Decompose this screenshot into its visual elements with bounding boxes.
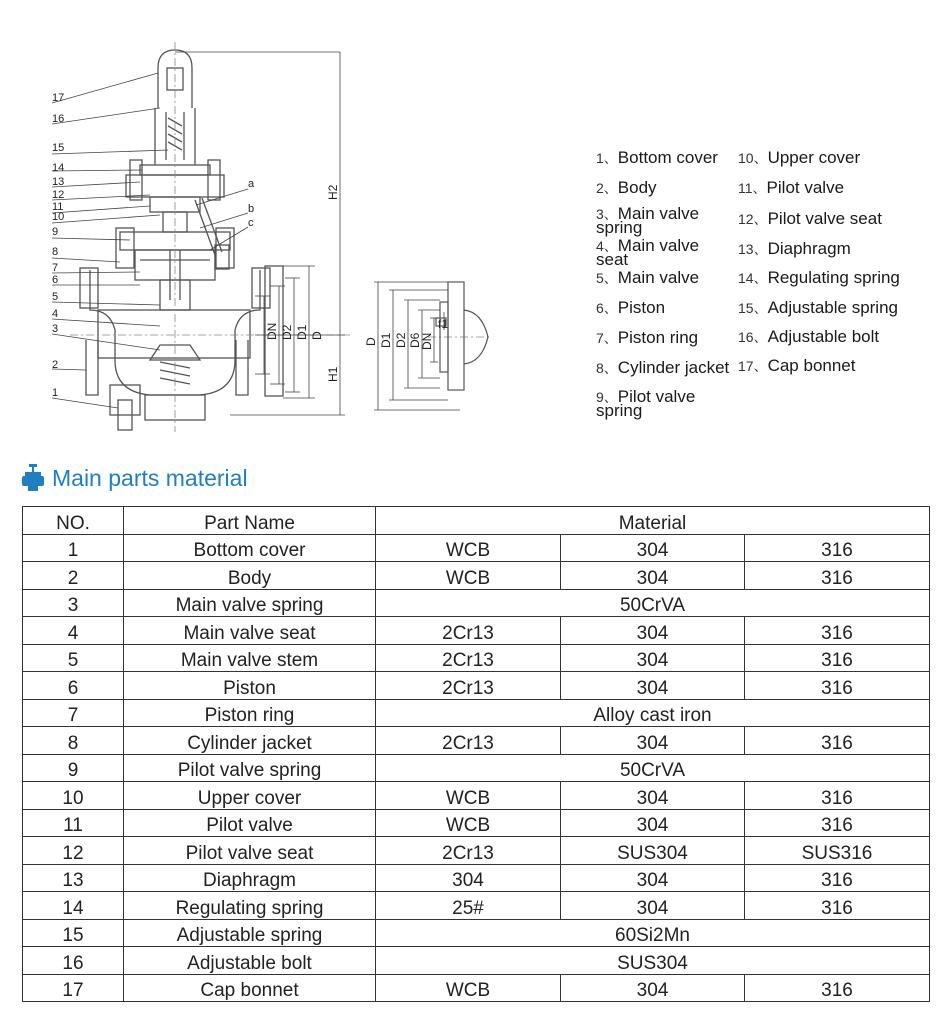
material-cell: 316 — [745, 534, 930, 562]
material-cell: 50CrVA — [376, 754, 930, 782]
leader-label: 2 — [52, 359, 59, 371]
table-header-row — [23, 507, 930, 535]
leader-label: 16 — [52, 113, 65, 125]
part-name-cell: Adjustable bolt — [124, 947, 376, 975]
legend-item-number: 9、 — [596, 389, 618, 405]
legend-item-label: Adjustable bolt — [767, 327, 880, 346]
part-name-cell: Pilot valve — [124, 809, 376, 837]
material-cell: 304 — [561, 672, 745, 700]
row-number-cell: 17 — [23, 974, 124, 1002]
material-cell: SUS304 — [561, 837, 745, 865]
material-cell: 316 — [745, 974, 930, 1002]
legend-item-number: 3、 — [596, 206, 618, 222]
legend-item-label: Diaphragm — [767, 239, 851, 258]
main-dimension-labels — [265, 184, 340, 382]
table-row — [23, 947, 930, 975]
row-number-cell: 9 — [23, 754, 124, 782]
legend-item-number: 11、 — [738, 180, 767, 196]
table-row — [23, 644, 930, 672]
part-name-cell: Cylinder jacket — [124, 727, 376, 755]
part-name-cell: Pilot valve seat — [124, 837, 376, 865]
legend-item — [738, 209, 882, 228]
material-cell: 304 — [561, 562, 745, 590]
row-number-cell: 14 — [23, 892, 124, 920]
table-row — [23, 892, 930, 920]
legend-item-label: Pilot valve seat — [767, 209, 882, 228]
row-number-cell: 11 — [23, 809, 124, 837]
material-cell: 304 — [561, 534, 745, 562]
dimension-label: H2 — [326, 184, 340, 200]
part-name-cell: Piston ring — [124, 699, 376, 727]
legend-item — [738, 239, 851, 258]
table-row — [23, 672, 930, 700]
row-number-cell: 12 — [23, 837, 124, 865]
material-cell: SUS304 — [376, 947, 930, 975]
leader-label: 9 — [52, 226, 59, 238]
material-cell: SUS316 — [745, 837, 930, 865]
row-number-cell: 5 — [23, 644, 124, 672]
legend-item-number: 1、 — [596, 150, 618, 166]
dimension-label: D1 — [295, 324, 309, 340]
material-cell: WCB — [376, 974, 561, 1002]
material-cell: 304 — [561, 617, 745, 645]
leader-label: 7 — [52, 262, 59, 274]
row-number-cell: 15 — [23, 919, 124, 947]
part-name-cell: Adjustable spring — [124, 919, 376, 947]
part-name-cell: Cap bonnet — [124, 974, 376, 1002]
legend-item-label: Upper cover — [767, 148, 861, 167]
legend-item-number: 7、 — [596, 330, 618, 346]
material-cell: 316 — [745, 644, 930, 672]
part-name-cell: Regulating spring — [124, 892, 376, 920]
section-title — [22, 462, 248, 494]
part-name-cell: Main valve seat — [124, 617, 376, 645]
legend-item — [738, 268, 900, 287]
legend-item — [596, 298, 666, 317]
dimension-label: DN — [265, 322, 279, 340]
centerlines — [70, 42, 492, 432]
leader-label: 4 — [52, 308, 59, 320]
material-cell: 316 — [745, 809, 930, 837]
legend-item — [596, 387, 711, 420]
leader-label: 10 — [52, 211, 65, 223]
material-cell: WCB — [376, 782, 561, 810]
legend-item — [738, 178, 845, 197]
material-cell: 304 — [561, 864, 745, 892]
legend-item — [596, 328, 699, 347]
table-row — [23, 809, 930, 837]
flange-dimension-label: D1 — [379, 332, 393, 348]
part-name-cell: Pilot valve spring — [124, 754, 376, 782]
table-row — [23, 534, 930, 562]
material-cell: 304 — [561, 644, 745, 672]
legend-item-label: Main valve spring — [596, 204, 700, 237]
legend-item-label: Piston — [617, 298, 666, 317]
part-name-cell: Diaphragm — [124, 864, 376, 892]
flange-dimension-label: D — [364, 337, 378, 346]
material-cell: 316 — [745, 562, 930, 590]
material-cell: 316 — [745, 617, 930, 645]
leader-label: 6 — [52, 274, 59, 286]
leader-label: 8 — [52, 246, 59, 258]
material-cell: WCB — [376, 562, 561, 590]
leader-label: 5 — [52, 291, 59, 303]
legend-item-number: 14、 — [738, 270, 768, 286]
legend-item — [596, 268, 700, 287]
table-row — [23, 754, 930, 782]
legend-item-number: 17、 — [738, 358, 768, 374]
legend-item-label: Piston ring — [617, 328, 699, 347]
leader-label: 3 — [52, 323, 59, 335]
legend-item-number: 12、 — [738, 211, 768, 227]
dimension-label: D2 — [280, 324, 294, 340]
flange-detail-drawing — [436, 282, 488, 390]
dimension-label: D — [310, 331, 324, 340]
material-cell: 2Cr13 — [376, 644, 561, 672]
table-row — [23, 617, 930, 645]
material-cell: 2Cr13 — [376, 672, 561, 700]
row-number-cell: 16 — [23, 947, 124, 975]
legend-item — [738, 356, 856, 375]
material-cell: 60Si2Mn — [376, 919, 930, 947]
part-name-cell: Piston — [124, 672, 376, 700]
material-cell: 2Cr13 — [376, 837, 561, 865]
leader-label: 13 — [52, 176, 65, 188]
legend-item-number: 13、 — [738, 241, 768, 257]
dimension-label: H1 — [326, 366, 340, 382]
leader-letter-label: c — [248, 217, 254, 229]
legend-item — [596, 178, 657, 197]
row-number-cell: 1 — [23, 534, 124, 562]
row-number-cell: 7 — [23, 699, 124, 727]
legend-item-label: Main valve — [617, 268, 700, 287]
row-number-cell: 6 — [23, 672, 124, 700]
material-cell: 304 — [561, 892, 745, 920]
legend-item-number: 4、 — [596, 238, 618, 254]
legend-item-number: 2、 — [596, 180, 618, 196]
material-cell: 25# — [376, 892, 561, 920]
material-cell: 316 — [745, 864, 930, 892]
legend-item-label: Cap bonnet — [767, 356, 856, 375]
valve-icon — [22, 464, 44, 492]
legend-item-label: Bottom cover — [617, 148, 718, 167]
legend-item — [738, 327, 880, 346]
material-cell: 316 — [745, 782, 930, 810]
legend-item-number: 6、 — [596, 300, 618, 316]
legend-item-number: 8、 — [596, 360, 618, 376]
section-title-text: Main parts material — [52, 464, 248, 491]
material-cell: WCB — [376, 534, 561, 562]
part-name-cell: Main valve stem — [124, 644, 376, 672]
part-name-cell: Body — [124, 562, 376, 590]
legend-item-number: 10、 — [738, 150, 768, 166]
flange-dimension-label: D6 — [408, 332, 422, 348]
row-number-cell: 4 — [23, 617, 124, 645]
material-cell: 316 — [745, 727, 930, 755]
leader-label: 14 — [52, 162, 65, 174]
legend-item-label: Pilot valve spring — [596, 387, 696, 420]
flange-dimension-label: D2 — [394, 332, 408, 348]
legend-item — [738, 298, 898, 317]
legend-item-label: Body — [617, 178, 657, 197]
material-cell: 50CrVA — [376, 589, 930, 617]
material-cell: WCB — [376, 809, 561, 837]
valve-body-drawing — [80, 50, 283, 430]
row-number-cell: 2 — [23, 562, 124, 590]
part-name-cell: Main valve spring — [124, 589, 376, 617]
leader-label: 1 — [52, 387, 59, 399]
legend-item-number: 5、 — [596, 270, 618, 286]
material-cell: 316 — [745, 892, 930, 920]
material-cell: 304 — [561, 974, 745, 1002]
table-row — [23, 589, 930, 617]
legend-item-number: 15、 — [738, 300, 768, 316]
table-row — [23, 782, 930, 810]
leader-letter-label: a — [248, 178, 255, 190]
leader-label: 11 — [52, 201, 64, 213]
leader-label: 15 — [52, 142, 65, 154]
legend-item-label: Regulating spring — [767, 268, 900, 287]
legend-item-label: Pilot valve — [766, 178, 845, 197]
header-no: NO. — [23, 507, 124, 535]
leader-label: 17 — [52, 92, 65, 104]
legend-item — [596, 204, 711, 237]
flange-dimension-label: f1 — [438, 317, 449, 331]
part-name-cell: Bottom cover — [124, 534, 376, 562]
leader-label: 12 — [52, 189, 65, 201]
header-material: Material — [376, 507, 930, 535]
legend-item — [738, 148, 861, 167]
material-cell: 304 — [561, 809, 745, 837]
material-cell: 2Cr13 — [376, 727, 561, 755]
material-cell: Alloy cast iron — [376, 699, 930, 727]
material-cell: 304 — [561, 727, 745, 755]
legend-item-label: Adjustable spring — [767, 298, 898, 317]
table-row — [23, 837, 930, 865]
row-number-cell: 8 — [23, 727, 124, 755]
row-number-cell: 13 — [23, 864, 124, 892]
legend-item — [596, 148, 718, 167]
row-number-cell: 3 — [23, 589, 124, 617]
legend-item-label: Main valve seat — [596, 236, 700, 269]
flange-dimension-label: DN — [420, 332, 434, 350]
header-part-name: Part Name — [124, 507, 376, 535]
material-cell: 316 — [745, 672, 930, 700]
table-row — [23, 864, 930, 892]
table-row — [23, 727, 930, 755]
legend-item — [596, 236, 711, 269]
legend-item-label: Cylinder jacket — [617, 358, 730, 377]
legend-item-number: 16、 — [738, 329, 768, 345]
part-name-cell: Upper cover — [124, 782, 376, 810]
table-row — [23, 562, 930, 590]
table-row — [23, 699, 930, 727]
table-row — [23, 919, 930, 947]
legend-item — [596, 358, 730, 377]
material-cell: 304 — [561, 782, 745, 810]
leader-letter-label: b — [248, 203, 255, 215]
material-cell: 304 — [376, 864, 561, 892]
row-number-cell: 10 — [23, 782, 124, 810]
material-cell: 2Cr13 — [376, 617, 561, 645]
materials-table — [22, 506, 930, 1002]
table-row — [23, 974, 930, 1002]
